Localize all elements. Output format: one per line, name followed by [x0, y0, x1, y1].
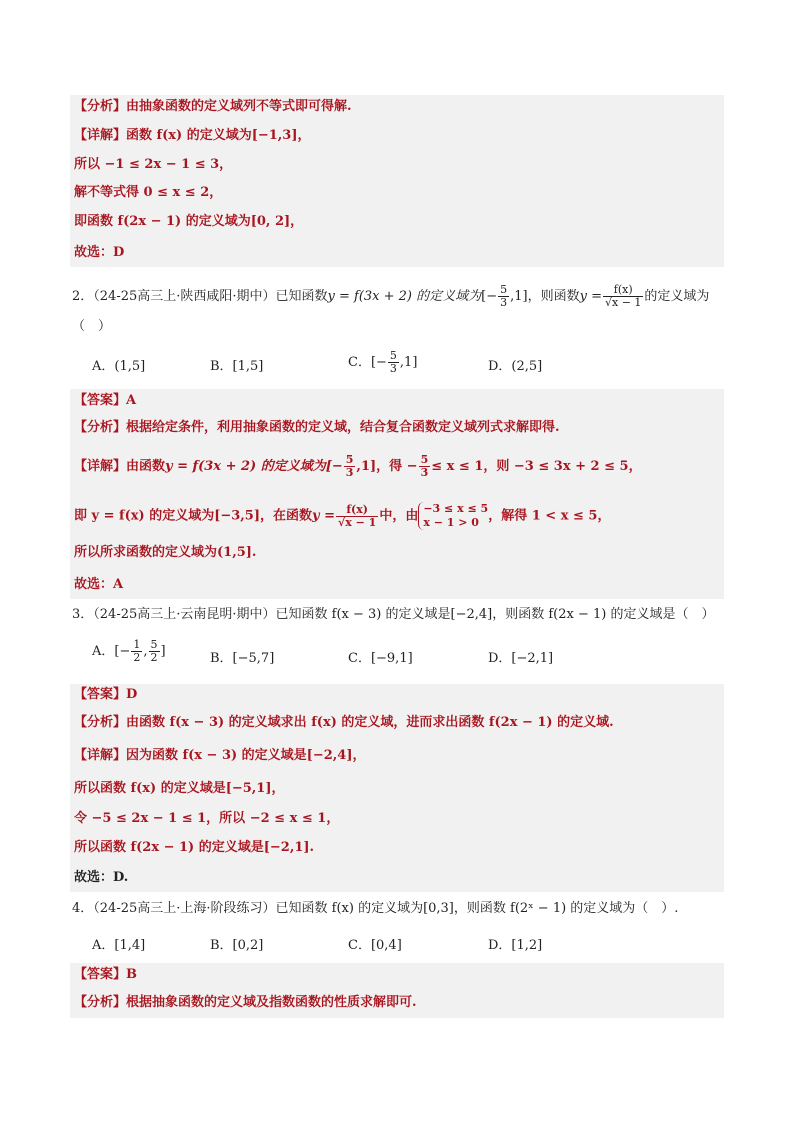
question-2-paren: （ ）: [72, 319, 112, 334]
q3-option-b[interactable]: B．[−5,7]: [210, 651, 275, 666]
q4-option-c[interactable]: C．[0,4]: [348, 938, 402, 953]
detail-1-line1: 所以 −1 ≤ 2x − 1 ≤ 3，: [74, 157, 233, 172]
question-2: 2．（24-25高三上·陕西咸阳·期中）已知函数y = f(3x + 2) 的定义域为[− $\frac{5}{3}$ ,1]，则函数y = $\frac{f(x)}{√x - 1}$ 的定义域为: [72, 283, 710, 309]
analysis-1: 【分析】由抽象函数的定义域列不等式即可得解.: [74, 99, 352, 114]
q2-option-a[interactable]: A．(1,5]: [92, 359, 146, 374]
analysis-2: 【分析】根据给定条件，利用抽象函数的定义域，结合复合函数定义域列式求解即得.: [74, 420, 560, 435]
analysis-3: 【分析】由函数 f(x − 3) 的定义域求出 f(x) 的定义域，进而求出函数 f(2x − 1) 的定义域.: [74, 715, 614, 730]
q2-option-b[interactable]: B．[1,5]: [210, 359, 264, 374]
choice-2: 故选：A: [74, 577, 124, 592]
answer-4: 【答案】B: [74, 967, 137, 982]
detail-1: 【详解】函数 f(x) 的定义域为[−1,3]，: [74, 128, 311, 143]
answer-3: 【答案】D: [74, 687, 138, 702]
q4-option-b[interactable]: B．[0,2]: [210, 938, 264, 953]
detail-3-line1: 所以函数 f(x) 的定义域是[−5,1]，: [74, 781, 285, 796]
q3-option-a[interactable]: A．[− $\frac{1}{2}$ , $\frac{5}{2}$ ]: [92, 638, 166, 664]
detail-2: 【详解】由函数y = f(3x + 2) 的定义域为[− $\frac{5}{3}$ ,1]，得 − $\frac{5}{3}$ ≤ x ≤ 1，则 −3 ≤ 3x + 2 ≤ 5，: [74, 453, 642, 479]
detail-3-line2: 令 −5 ≤ 2x − 1 ≤ 1，所以 −2 ≤ x ≤ 1，: [74, 811, 340, 826]
answer-2: 【答案】A: [74, 393, 137, 408]
q2-option-d[interactable]: D．(2,5]: [488, 359, 543, 374]
q4-option-d[interactable]: D．[1,2]: [488, 938, 543, 953]
q2-option-c[interactable]: C．[− $\frac{5}{3}$ ,1]: [348, 349, 418, 375]
solution-block-1: [70, 95, 724, 267]
choice-3: 故选：D.: [74, 870, 129, 885]
analysis-4: 【分析】根据抽象函数的定义域及指数函数的性质求解即可.: [74, 995, 417, 1010]
detail-1-line3: 即函数 f(2x − 1) 的定义域为[0, 2]，: [74, 214, 304, 229]
q3-option-c[interactable]: C．[−9,1]: [348, 651, 413, 666]
detail-2-line3: 所以所求函数的定义域为(1,5].: [74, 545, 257, 560]
detail-3: 【详解】因为函数 f(x − 3) 的定义域是[−2,4]，: [74, 748, 366, 763]
choice-1: 故选：D: [74, 245, 125, 260]
detail-3-line3: 所以函数 f(2x − 1) 的定义域是[−2,1].: [74, 840, 315, 855]
question-4: 4．（24-25高三上·上海·阶段练习）已知函数 f(x) 的定义域为[0,3]，则函数 f(2ˣ − 1) 的定义域为（ ）.: [72, 901, 679, 916]
q3-option-d[interactable]: D．[−2,1]: [488, 651, 554, 666]
detail-1-line2: 解不等式得 0 ≤ x ≤ 2，: [74, 185, 223, 200]
question-3: 3．（24-25高三上·云南昆明·期中）已知函数 f(x − 3) 的定义域是[−2,4]，则函数 f(2x − 1) 的定义域是（ ）: [72, 607, 715, 622]
q4-option-a[interactable]: A．[1,4]: [92, 938, 146, 953]
detail-2-line2: 即 y = f(x) 的定义域为[−3,5]，在函数y = $\frac{f(x)}{√x - 1}$ 中，由 −3 ≤ x ≤ 5 x − 1 > 0 ，解得 1 < x ≤ 5，: [74, 502, 611, 529]
